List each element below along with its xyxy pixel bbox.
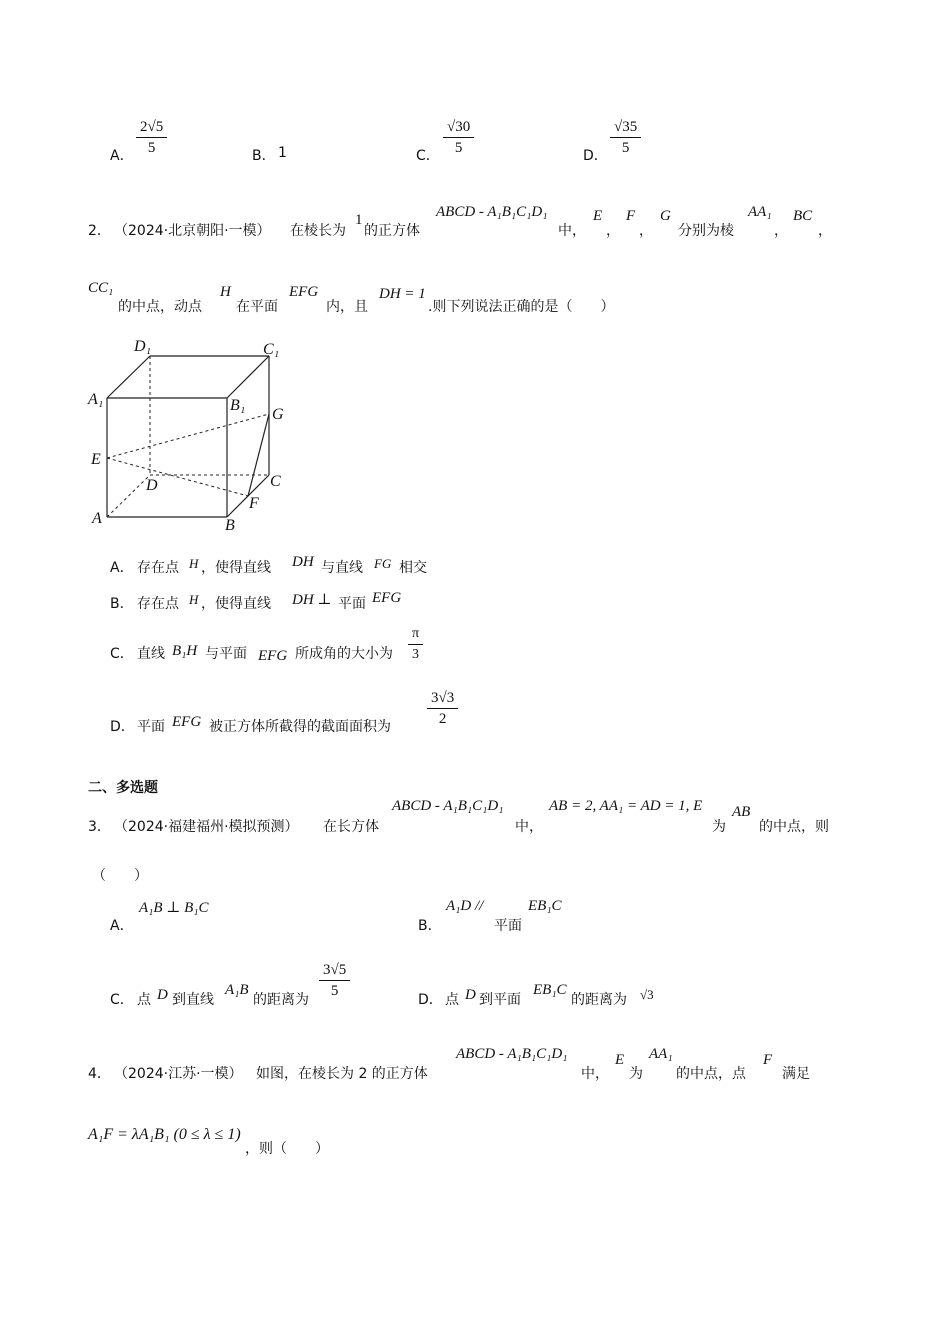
q2-option-d-label: D． — [110, 719, 135, 735]
q3-source: （2024·福建福州·模拟预测） — [114, 819, 299, 835]
q3-segment-ab: AB — [732, 804, 751, 820]
q2-option-d-text-1: 平面 — [137, 719, 165, 735]
q4-text-5: 满足 — [782, 1066, 810, 1082]
q2-option-a-text-3: 与直线 — [321, 560, 363, 576]
q2-text-1: 在棱长为 — [290, 223, 346, 239]
segment-e-g-dashed — [107, 414, 269, 458]
q3-text-4: 的中点，则 — [759, 819, 829, 835]
q3-option-c-text-1: 点 — [137, 992, 151, 1008]
q2-text-3: 中， — [558, 223, 586, 239]
q2-number: 2． — [88, 223, 111, 239]
label-d: D — [146, 477, 158, 494]
q2-text-8: .则下列说法正确的是（ ） — [428, 299, 615, 315]
q2-comma-3: ， — [774, 223, 788, 239]
q2-option-b-h: H — [189, 592, 199, 607]
q3-option-c-text-3: 的距离为 — [253, 992, 309, 1008]
q2-option-c-b1h: B₁H — [172, 643, 198, 659]
q2-plane-efg: EFG — [289, 284, 319, 300]
q2-edge-bc: BC — [793, 208, 813, 224]
q3-option-c-text-2: 到直线 — [172, 992, 214, 1008]
q3-option-d-text-2: 到平面 — [479, 992, 521, 1008]
q4-text-3: 为 — [629, 1066, 643, 1082]
q3-number: 3． — [88, 819, 111, 835]
q2-edge-aa1: AA₁ — [748, 204, 772, 220]
q3-option-a-expr: A₁B ⊥ B₁C — [139, 900, 209, 916]
label-e: E — [91, 451, 101, 468]
q3-option-b-label: B． — [418, 918, 442, 934]
q2-point-h: H — [220, 284, 231, 300]
q3-option-d-text-1: 点 — [445, 992, 459, 1008]
q2-option-c-text-2: 与平面 — [205, 646, 247, 662]
q2-cube-name: ABCD - A₁B₁C₁D₁ — [436, 204, 548, 220]
q2-comma-1: ， — [606, 223, 620, 239]
label-b: B — [225, 517, 235, 534]
q2-option-b-text-1: 存在点 — [137, 596, 179, 612]
q2-option-c-fraction: $\frac{\pi}{3}$ — [408, 625, 423, 664]
q2-option-d-text-2: 被正方体所截得的截面面积为 — [209, 719, 391, 735]
q2-option-a-text-2: ，使得直线 — [201, 560, 271, 576]
q3-option-d-text-3: 的距离为 — [571, 992, 627, 1008]
q2-edge-length: 1 — [355, 212, 363, 228]
q3-cube-name: ABCD - A₁B₁C₁D₁ — [392, 798, 504, 814]
q2-cube-figure — [80, 330, 300, 540]
q1-option-d-label: D． — [583, 148, 608, 164]
q2-text-2: 的正方体 — [364, 223, 420, 239]
q2-option-b-dh-perp: DH ⊥ — [292, 592, 332, 608]
q2-option-c-label: C． — [110, 646, 134, 662]
q3-answer-paren: （ ） — [92, 868, 148, 884]
q4-text-2: 中， — [581, 1066, 609, 1082]
q2-option-a-text-1: 存在点 — [137, 560, 179, 576]
q2-option-d-efg: EFG — [172, 714, 202, 730]
q2-option-a-fg: FG — [374, 556, 392, 571]
q2-dh-condition: DH = 1 — [379, 286, 426, 302]
label-a1: A₁ — [88, 391, 104, 408]
q2-comma-2: ， — [639, 223, 653, 239]
q2-point-f: F — [626, 208, 636, 224]
q3-option-c-d: D — [157, 987, 168, 1003]
q1-option-c-fraction: $\frac{√30}{5}$ — [443, 118, 474, 157]
label-c1: C₁ — [263, 341, 280, 358]
q2-option-c-text-1: 直线 — [137, 646, 165, 662]
q2-source: （2024·北京朝阳·一模） — [114, 223, 271, 239]
q2-option-b-label: B． — [110, 596, 134, 612]
q3-option-d-value: √3 — [640, 987, 654, 1002]
q1-option-b-label: B． — [252, 148, 276, 164]
q4-edge-aa1: AA₁ — [649, 1046, 673, 1062]
q2-option-c-efg: EFG — [258, 648, 288, 664]
label-c: C — [270, 473, 281, 490]
q4-number: 4． — [88, 1066, 111, 1082]
label-f: F — [249, 495, 259, 512]
section-heading-multi-choice: 二、多选题 — [88, 780, 158, 796]
edge-a1-d1 — [107, 356, 150, 398]
q2-option-a-label: A． — [110, 560, 134, 576]
q3-option-d-plane: EB₁C — [533, 982, 567, 998]
q4-text-6: ，则（ ） — [245, 1141, 329, 1157]
q3-option-d-label: D． — [418, 992, 443, 1008]
q3-option-c-fraction: $\frac{3√5}{5}$ — [319, 961, 350, 1000]
q2-text-7: 内，且 — [326, 299, 368, 315]
q3-text-1: 在长方体 — [323, 819, 379, 835]
q4-condition: A₁F = λA₁B₁ (0 ≤ λ ≤ 1) — [88, 1126, 241, 1143]
segment-f-g — [248, 414, 269, 496]
q2-edge-cc1: CC₁ — [88, 280, 114, 296]
q2-option-b-text-2: ，使得直线 — [201, 596, 271, 612]
q1-option-c-label: C． — [416, 148, 440, 164]
q4-point-e: E — [615, 1052, 625, 1068]
q1-option-a-label: A． — [110, 148, 134, 164]
q4-text-1: 如图，在棱长为 2 的正方体 — [256, 1066, 428, 1082]
edge-b1-c1 — [227, 356, 269, 398]
q2-text-4: 分别为棱 — [678, 223, 734, 239]
label-g: G — [272, 406, 284, 423]
q2-text-6: 在平面 — [236, 299, 278, 315]
q2-option-a-h: H — [189, 556, 199, 571]
q2-point-e: E — [593, 208, 603, 224]
q4-point-f: F — [763, 1052, 773, 1068]
q3-option-b-expr: A₁D // — [446, 898, 484, 914]
q3-conditions: AB = 2, AA₁ = AD = 1, E — [549, 798, 703, 814]
q1-option-d-fraction: $\frac{√35}{5}$ — [610, 118, 641, 157]
q3-option-b-plane: EB₁C — [528, 898, 562, 914]
q2-comma-4: ， — [818, 223, 832, 239]
q2-option-b-efg: EFG — [372, 590, 402, 606]
q4-source: （2024·江苏·一模） — [114, 1066, 243, 1082]
q2-option-b-text-3: 平面 — [338, 596, 366, 612]
q3-text-3: 为 — [712, 819, 726, 835]
q3-text-2: 中， — [515, 819, 543, 835]
label-a: A — [92, 510, 102, 527]
q1-option-a-fraction: $\frac{2√5}{5}$ — [136, 118, 167, 157]
q3-option-c-label: C． — [110, 992, 134, 1008]
q2-option-a-text-4: 相交 — [399, 560, 427, 576]
q3-option-c-line: A₁B — [225, 982, 249, 998]
q4-cube-name: ABCD - A₁B₁C₁D₁ — [456, 1046, 568, 1062]
q2-point-g: G — [660, 208, 671, 224]
q4-text-4: 的中点，点 — [676, 1066, 746, 1082]
q1-option-b-value: 1 — [278, 145, 287, 161]
edge-a-d-hidden — [107, 475, 150, 517]
q3-option-b-text-1: 平面 — [494, 918, 522, 934]
q2-option-d-fraction: $\frac{3√3}{2}$ — [427, 689, 458, 728]
q2-option-a-dh: DH — [292, 554, 314, 570]
label-d1: D₁ — [134, 338, 152, 355]
q3-option-a-label: A． — [110, 918, 134, 934]
q2-text-5: 的中点，动点 — [118, 299, 202, 315]
q3-option-d-d: D — [465, 987, 476, 1003]
label-b1: B₁ — [230, 397, 246, 414]
q2-option-c-text-3: 所成角的大小为 — [295, 646, 393, 662]
